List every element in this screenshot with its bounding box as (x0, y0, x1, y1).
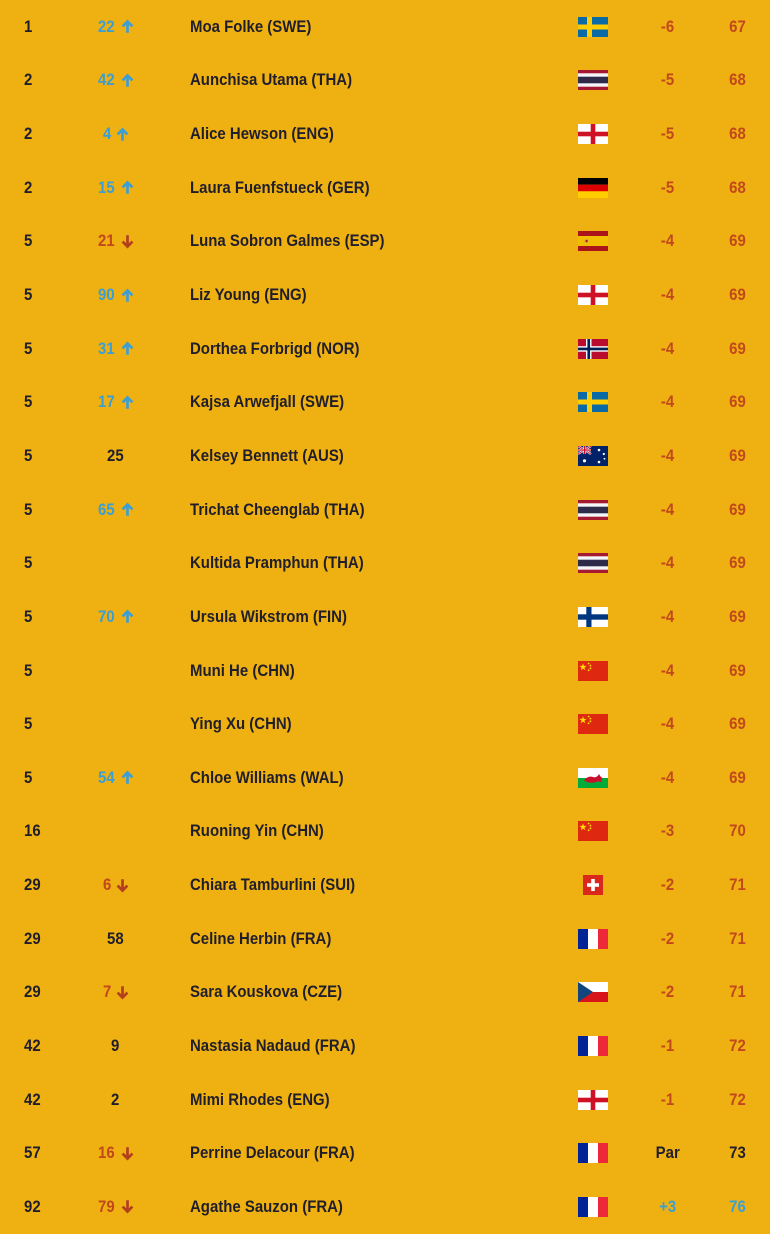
flag-sui-icon (578, 858, 608, 912)
position-cell: 5 (24, 767, 33, 787)
score-to-par: -4 (661, 767, 675, 787)
position-cell: 5 (24, 606, 33, 626)
table-row[interactable] (0, 0, 770, 54)
position-cell: 2 (24, 70, 33, 90)
round-score: 69 (728, 606, 746, 626)
table-row[interactable] (0, 161, 770, 215)
up-arrow-icon (121, 609, 134, 624)
movement-cell: 16 (88, 1126, 144, 1180)
score-to-par: -5 (661, 70, 675, 90)
movement-cell: 17 (88, 375, 144, 429)
movement-cell: 15 (88, 161, 144, 215)
round-score: 71 (728, 928, 746, 948)
score-to-par: -2 (661, 982, 675, 1002)
position-cell: 92 (24, 1196, 41, 1216)
score-to-par: -4 (661, 499, 675, 519)
down-arrow-icon (121, 1199, 134, 1214)
table-row[interactable] (0, 215, 770, 269)
score-to-par: -4 (661, 231, 675, 251)
position-cell: 5 (24, 660, 33, 680)
flag-chn-icon (578, 644, 608, 698)
position-cell: 42 (24, 1089, 41, 1109)
flag-fra-icon (578, 1019, 608, 1073)
round-score: 69 (728, 338, 746, 358)
position-cell: 2 (24, 177, 33, 197)
position-cell: 5 (24, 553, 33, 573)
score-to-par: -5 (661, 177, 675, 197)
flag-fra-icon (578, 1180, 608, 1234)
player-name: Luna Sobron Galmes (ESP) (190, 231, 385, 251)
flag-swe-icon (578, 0, 608, 54)
player-name: Liz Young (ENG) (190, 285, 307, 305)
flag-cze-icon (578, 966, 608, 1020)
round-score: 69 (728, 499, 746, 519)
round-score: 76 (728, 1196, 746, 1216)
player-name: Aunchisa Utama (THA) (190, 70, 353, 90)
score-to-par: Par (655, 1143, 681, 1163)
player-name: Moa Folke (SWE) (190, 16, 312, 36)
movement-cell: 70 (88, 590, 144, 644)
movement-cell: 22 (88, 0, 144, 54)
score-to-par: -4 (661, 660, 675, 680)
up-arrow-icon (121, 288, 134, 303)
table-row[interactable] (0, 912, 770, 966)
score-to-par: -2 (661, 875, 675, 895)
round-score: 69 (728, 767, 746, 787)
movement-cell (88, 697, 144, 751)
round-score: 71 (728, 875, 746, 895)
score-to-par: -4 (661, 445, 675, 465)
table-row[interactable] (0, 107, 770, 161)
player-name: Chloe Williams (WAL) (190, 767, 344, 787)
table-row[interactable] (0, 858, 770, 912)
round-score: 67 (728, 16, 746, 36)
movement-cell: 25 (106, 445, 124, 465)
table-row[interactable] (0, 590, 770, 644)
movement-cell (88, 805, 144, 859)
table-row[interactable] (0, 375, 770, 429)
flag-tha-icon (578, 536, 608, 590)
player-name: Sara Kouskova (CZE) (190, 982, 343, 1002)
table-row[interactable] (0, 536, 770, 590)
table-row[interactable] (0, 966, 770, 1020)
score-to-par: -4 (661, 714, 675, 734)
table-row[interactable] (0, 644, 770, 698)
flag-tha-icon (578, 483, 608, 537)
down-arrow-icon (121, 1146, 134, 1161)
table-row[interactable] (0, 1073, 770, 1127)
player-name: Nastasia Nadaud (FRA) (190, 1035, 356, 1055)
table-row[interactable] (0, 483, 770, 537)
movement-cell: 4 (88, 107, 144, 161)
position-cell: 57 (24, 1143, 41, 1163)
flag-eng-icon (578, 107, 608, 161)
round-score: 68 (728, 177, 746, 197)
score-to-par: -1 (661, 1089, 675, 1109)
player-name: Laura Fuenfstueck (GER) (190, 177, 370, 197)
up-arrow-icon (121, 19, 134, 34)
position-cell: 5 (24, 392, 33, 412)
player-name: Perrine Delacour (FRA) (190, 1143, 355, 1163)
movement-cell: 7 (88, 966, 144, 1020)
down-arrow-icon (116, 985, 129, 1000)
score-to-par: -4 (661, 285, 675, 305)
table-row[interactable] (0, 429, 770, 483)
round-score: 69 (728, 445, 746, 465)
position-cell: 16 (24, 821, 41, 841)
round-score: 69 (728, 660, 746, 680)
flag-tha-icon (578, 54, 608, 108)
up-arrow-icon (121, 395, 134, 410)
table-row[interactable] (0, 322, 770, 376)
movement-cell: 2 (111, 1089, 120, 1109)
position-cell: 29 (24, 875, 41, 895)
score-to-par: -2 (661, 928, 675, 948)
score-to-par: -3 (661, 821, 675, 841)
player-name: Alice Hewson (ENG) (190, 124, 334, 144)
position-cell: 5 (24, 338, 33, 358)
player-name: Celine Herbin (FRA) (190, 928, 332, 948)
flag-eng-icon (578, 1073, 608, 1127)
movement-cell: 21 (88, 215, 144, 269)
flag-fin-icon (578, 590, 608, 644)
player-name: Chiara Tamburlini (SUI) (190, 875, 356, 895)
score-to-par: -4 (661, 553, 675, 573)
player-name: Dorthea Forbrigd (NOR) (190, 338, 360, 358)
player-name: Muni He (CHN) (190, 660, 295, 680)
score-to-par: -5 (661, 124, 675, 144)
player-name: Agathe Sauzon (FRA) (190, 1196, 343, 1216)
position-cell: 2 (24, 124, 33, 144)
flag-wal-icon (578, 751, 608, 805)
position-cell: 5 (24, 445, 33, 465)
round-score: 70 (728, 821, 746, 841)
flag-ger-icon (578, 161, 608, 215)
round-score: 69 (728, 285, 746, 305)
table-row[interactable] (0, 1180, 770, 1234)
movement-cell: 79 (88, 1180, 144, 1234)
down-arrow-icon (121, 234, 134, 249)
movement-cell: 65 (88, 483, 144, 537)
round-score: 69 (728, 392, 746, 412)
round-score: 68 (728, 70, 746, 90)
round-score: 72 (728, 1089, 746, 1109)
flag-eng-icon (578, 268, 608, 322)
movement-cell: 42 (88, 54, 144, 108)
flag-fra-icon (578, 1126, 608, 1180)
position-cell: 1 (24, 16, 33, 36)
flag-chn-icon (578, 805, 608, 859)
position-cell: 5 (24, 285, 33, 305)
flag-swe-icon (578, 375, 608, 429)
up-arrow-icon (116, 127, 129, 142)
player-name: Kajsa Arwefjall (SWE) (190, 392, 345, 412)
player-name: Kelsey Bennett (AUS) (190, 445, 344, 465)
position-cell: 29 (24, 928, 41, 948)
round-score: 69 (728, 231, 746, 251)
position-cell: 5 (24, 231, 33, 251)
round-score: 69 (728, 714, 746, 734)
movement-cell: 31 (88, 322, 144, 376)
score-to-par: -1 (661, 1035, 675, 1055)
movement-cell: 6 (88, 858, 144, 912)
score-to-par: -4 (661, 392, 675, 412)
player-name: Trichat Cheenglab (THA) (190, 499, 365, 519)
movement-cell: 90 (88, 268, 144, 322)
flag-esp-icon (578, 215, 608, 269)
movement-cell: 9 (111, 1035, 120, 1055)
table-row[interactable] (0, 751, 770, 805)
flag-fra-icon (578, 912, 608, 966)
round-score: 69 (728, 553, 746, 573)
table-row[interactable] (0, 54, 770, 108)
up-arrow-icon (121, 770, 134, 785)
flag-nor-icon (578, 322, 608, 376)
up-arrow-icon (121, 502, 134, 517)
table-row[interactable] (0, 1019, 770, 1073)
player-name: Ruoning Yin (CHN) (190, 821, 324, 841)
movement-cell (88, 536, 144, 590)
flag-chn-icon (578, 697, 608, 751)
down-arrow-icon (116, 878, 129, 893)
round-score: 71 (728, 982, 746, 1002)
score-to-par: -4 (661, 606, 675, 626)
score-to-par: +3 (659, 1196, 677, 1216)
up-arrow-icon (121, 180, 134, 195)
table-row[interactable] (0, 1126, 770, 1180)
score-to-par: -6 (661, 16, 675, 36)
position-cell: 5 (24, 499, 33, 519)
player-name: Kultida Pramphun (THA) (190, 553, 364, 573)
player-name: Ursula Wikstrom (FIN) (190, 606, 347, 626)
up-arrow-icon (121, 73, 134, 88)
table-row[interactable] (0, 268, 770, 322)
position-cell: 5 (24, 714, 33, 734)
movement-cell (88, 644, 144, 698)
table-row[interactable] (0, 805, 770, 859)
position-cell: 42 (24, 1035, 41, 1055)
player-name: Mimi Rhodes (ENG) (190, 1089, 330, 1109)
up-arrow-icon (121, 341, 134, 356)
round-score: 68 (728, 124, 746, 144)
table-row[interactable] (0, 697, 770, 751)
score-to-par: -4 (661, 338, 675, 358)
position-cell: 29 (24, 982, 41, 1002)
movement-cell: 54 (88, 751, 144, 805)
flag-aus-icon (578, 429, 608, 483)
round-score: 72 (728, 1035, 746, 1055)
round-score: 73 (728, 1143, 746, 1163)
movement-cell: 58 (106, 928, 124, 948)
player-name: Ying Xu (CHN) (190, 714, 292, 734)
